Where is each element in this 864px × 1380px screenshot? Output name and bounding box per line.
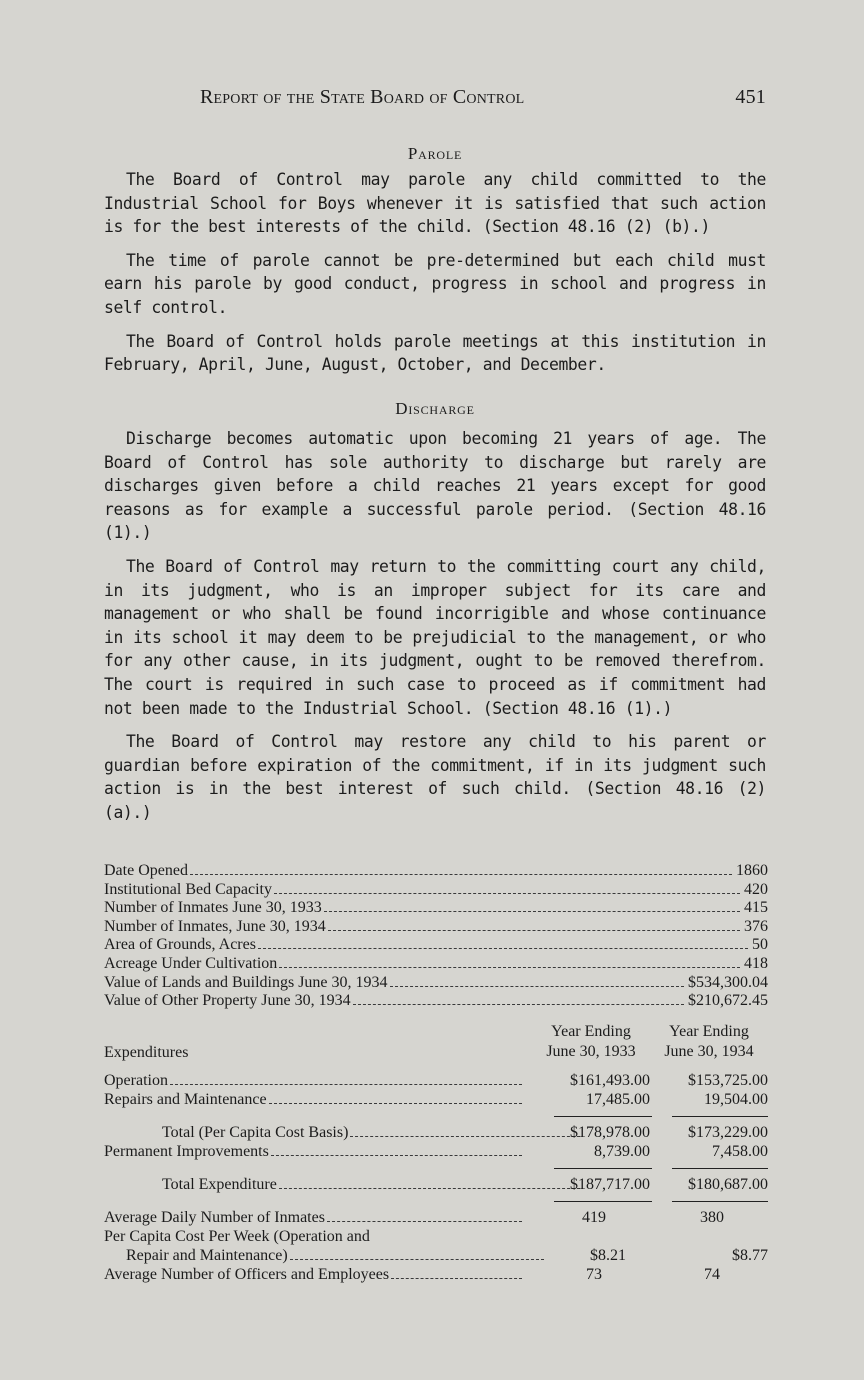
stat-row — [104, 918, 768, 937]
leader-dots — [290, 1259, 544, 1260]
paragraph: The Board of Control holds parole meetings at this institution in February, April, June, August, October, and December. — [104, 331, 766, 375]
stat-label: Institutional Bed Capacity — [104, 880, 272, 898]
leader-dots — [390, 986, 684, 987]
stat-label: Number of Inmates, June 30, 1934 — [104, 917, 326, 935]
discharge-section — [104, 427, 766, 825]
stat-row — [104, 974, 768, 993]
running-head — [200, 86, 766, 109]
value-1934: $8.77 — [732, 1247, 768, 1264]
stat-value: 415 — [744, 899, 768, 917]
leader-dots — [353, 1004, 684, 1005]
row-label: Total Expenditure — [162, 1176, 277, 1193]
stat-label: Date Opened — [104, 862, 188, 879]
paragraph: Discharge becomes automatic upon becoming 21 years of age. The Board of Control has sole authority to discharge but rarely are discharges given before a child reaches 21 years except for good reasons as for example a successful parole period. (Section 48.16 (1).) — [104, 429, 766, 543]
value-1933: $161,493.00 — [570, 1072, 650, 1089]
total-rule — [104, 1110, 768, 1124]
value-1934: 74 — [704, 1266, 720, 1283]
expense-row-avg-inmates — [104, 1209, 768, 1228]
column-header-line: June 30, 1933 — [546, 1043, 636, 1060]
running-head-title: Report of the State Board of Control — [200, 86, 525, 108]
expense-row-operation — [104, 1072, 768, 1091]
leader-dots — [279, 967, 740, 968]
stat-value: 420 — [744, 880, 768, 898]
stat-label: Value of Other Property June 30, 1934 — [104, 992, 351, 1010]
value-1933: $187,717.00 — [570, 1176, 650, 1193]
value-1934: 380 — [700, 1209, 724, 1226]
row-label: Operation — [104, 1072, 168, 1089]
row-label: Per Capita Cost Per Week (Operation and — [104, 1228, 370, 1245]
value-1933: 419 — [582, 1209, 606, 1226]
leader-dots — [328, 930, 740, 931]
expense-row-per-capita-week — [104, 1247, 768, 1266]
stat-value: 1860 — [736, 862, 768, 879]
leader-dots — [279, 1188, 580, 1189]
row-label: Total (Per Capita Cost Basis) — [162, 1124, 349, 1141]
stat-row — [104, 955, 768, 974]
expense-row-officers — [104, 1266, 768, 1285]
value-1933: 17,485.00 — [586, 1091, 650, 1108]
stat-value: $210,672.45 — [688, 992, 768, 1010]
value-1933: $178,978.00 — [570, 1124, 650, 1141]
row-label: Repair and Maintenance) — [126, 1247, 288, 1264]
paragraph: The Board of Control may restore any child to his parent or guardian before expiration of the commitment, if in its judgment such action is in the best interest of such child. (Section 48.16 (2) (a).) — [104, 732, 766, 822]
row-label: Repairs and Maintenance — [104, 1091, 267, 1108]
stat-row — [104, 936, 768, 955]
parole-heading: Parole — [407, 144, 463, 163]
paragraph: The Board of Control may parole any child committed to the Industrial School for Boys whenever it is satisfied that such action is for the best interests of the child. (Section 48.16 (2) (b).) — [104, 170, 766, 237]
value-1933: 73 — [586, 1266, 602, 1283]
leader-dots — [327, 1221, 522, 1222]
page-number: 451 — [735, 86, 766, 108]
column-header-1934 — [650, 1022, 768, 1062]
discharge-heading: Discharge — [395, 399, 475, 418]
column-header-1933 — [532, 1022, 650, 1062]
leader-dots — [269, 1103, 522, 1104]
stat-label: Area of Grounds, Acres — [104, 936, 256, 954]
row-label: Average Daily Number of Inmates — [104, 1209, 325, 1226]
paragraph: The time of parole cannot be pre-determined but each child must earn his parole by good conduct, progress in school and progress in self control. — [104, 250, 766, 317]
leader-dots — [170, 1084, 522, 1085]
value-1933: 8,739.00 — [594, 1143, 650, 1160]
leader-dots — [271, 1155, 522, 1156]
parole-section — [104, 168, 766, 377]
leader-dots — [190, 874, 732, 875]
column-header-line: June 30, 1934 — [664, 1043, 754, 1060]
leader-dots — [391, 1278, 522, 1279]
stat-value: 376 — [744, 917, 768, 935]
stat-label: Value of Lands and Buildings June 30, 1934 — [104, 973, 388, 991]
expense-row-permanent — [104, 1143, 768, 1162]
stat-row — [104, 881, 768, 900]
stat-label: Number of Inmates June 30, 1933 — [104, 899, 322, 917]
leader-dots — [324, 911, 740, 912]
expenditures-label: Expenditures — [104, 1044, 189, 1061]
expense-row-total-per-capita — [104, 1124, 768, 1143]
paragraph: The Board of Control may return to the committing court any child, in its judgment, who is an improper subject for its care and management or who shall be found incorrigible and whose continuance in its school it may deem to be prejudicial to the management, or who for any other cause, in its judgment, ought to be removed therefrom. The court is required in such case to proceed as if commitment had not been made to the Industrial School. (Section 48.16 (1).) — [104, 556, 766, 718]
stat-row — [104, 899, 768, 918]
total-rule — [104, 1195, 768, 1209]
stat-label: Acreage Under Cultivation — [104, 954, 278, 972]
expense-row-repairs — [104, 1091, 768, 1110]
stat-value: 50 — [752, 936, 768, 954]
stat-row — [104, 992, 768, 1011]
total-rule — [104, 1162, 768, 1176]
column-header-line: Year Ending — [669, 1023, 749, 1040]
value-1934: $173,229.00 — [688, 1124, 768, 1141]
value-1933: $8.21 — [590, 1247, 626, 1264]
value-1934: $153,725.00 — [688, 1072, 768, 1089]
stat-value: $534,300.04 — [688, 973, 768, 991]
value-1934: $180,687.00 — [688, 1176, 768, 1193]
leader-dots — [258, 948, 748, 949]
statistics-list — [104, 862, 768, 1011]
value-1934: 7,458.00 — [712, 1143, 768, 1160]
column-header-line: Year Ending — [551, 1023, 631, 1040]
leader-dots — [274, 893, 740, 894]
stat-value: 418 — [744, 954, 768, 972]
value-1934: 19,504.00 — [704, 1091, 768, 1108]
expenditures-table — [104, 1022, 768, 1285]
expense-row-total-expenditure — [104, 1176, 768, 1195]
expense-row-per-capita-week-line1 — [104, 1228, 768, 1247]
stat-row — [104, 862, 768, 881]
row-label: Permanent Improvements — [104, 1143, 269, 1160]
row-label: Average Number of Officers and Employees — [104, 1266, 390, 1283]
expenditures-header — [104, 1022, 768, 1066]
